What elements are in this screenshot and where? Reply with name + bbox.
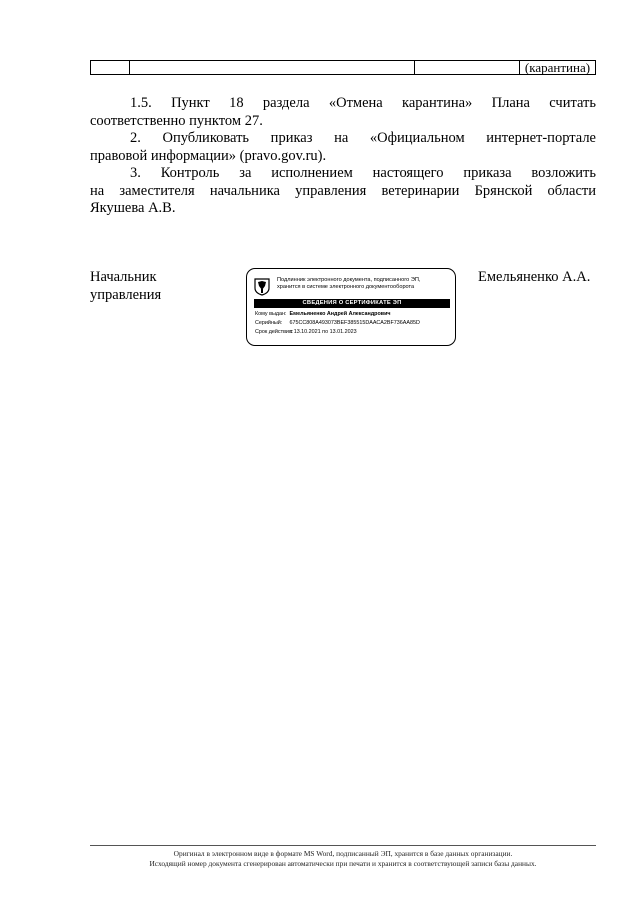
paragraph-2-line-1: 2. Опубликовать приказ на «Официальном интернет-портале [130, 130, 596, 146]
owner-value: Емельяненко Андрей Александрович [289, 311, 391, 317]
e-signature-stamp [246, 268, 456, 346]
signatory-name: Емельяненко А.А. [478, 269, 591, 285]
paragraph-1-line-2: соответственно пунктом 27. [90, 113, 263, 129]
serial-value: 675CC808A493073BEF385515DAACA2BF736AA85D [289, 320, 420, 326]
paragraph-2-line-2: правовой информации» (pravo.gov.ru). [90, 148, 327, 164]
stamp-header-line-1: Подлинник электронного документа, подписанного ЭП, [277, 277, 421, 283]
owner-row [255, 311, 391, 318]
stamp-header [277, 277, 452, 291]
stamp-header-line-2: хранится в системе электронного документооборота [277, 284, 415, 290]
validity-label: Срок действия: [255, 329, 294, 335]
table-fragment [90, 60, 596, 75]
position-line-1: Начальник [90, 269, 157, 285]
serial-row [255, 320, 420, 327]
footer-divider [90, 845, 596, 846]
table-cell [130, 61, 415, 75]
position-line-2: управления [90, 287, 162, 303]
paragraph-3-line-1: 3. Контроль за исполнением настоящего приказа возложить [130, 165, 596, 181]
paragraph-3-line-3: Якушева А.В. [90, 200, 176, 216]
table-cell-quarantine: (карантина) [520, 61, 596, 75]
table-cell [415, 61, 520, 75]
serial-label: Серийный: [255, 320, 283, 326]
validity-row [255, 329, 357, 336]
table-row [91, 61, 596, 75]
signatory-position [90, 268, 161, 304]
validity-value: с 13.10.2021 по 13.01.2023 [289, 329, 357, 335]
footer-note [90, 849, 596, 869]
paragraph-3-line-2: на заместителя начальника управления ветеринарии Брянской области [90, 183, 596, 199]
footer-line-1: Оригинал в электронном виде в формате MS Word, подписанный ЭП, хранится в базе данных организации. [173, 849, 513, 858]
table-cell [91, 61, 130, 75]
owner-label: Кому выдан: [255, 311, 287, 317]
footer-line-2: Исходящий номер документа сгенерирован автоматически при печати и хранится в соответствующей записи базы данных. [149, 859, 537, 868]
paragraph-1-line-1: 1.5. Пункт 18 раздела «Отмена карантина» Плана считать [130, 95, 596, 111]
coat-of-arms-icon [254, 278, 270, 296]
certificate-banner: СВЕДЕНИЯ О СЕРТИФИКАТЕ ЭП [254, 299, 450, 308]
